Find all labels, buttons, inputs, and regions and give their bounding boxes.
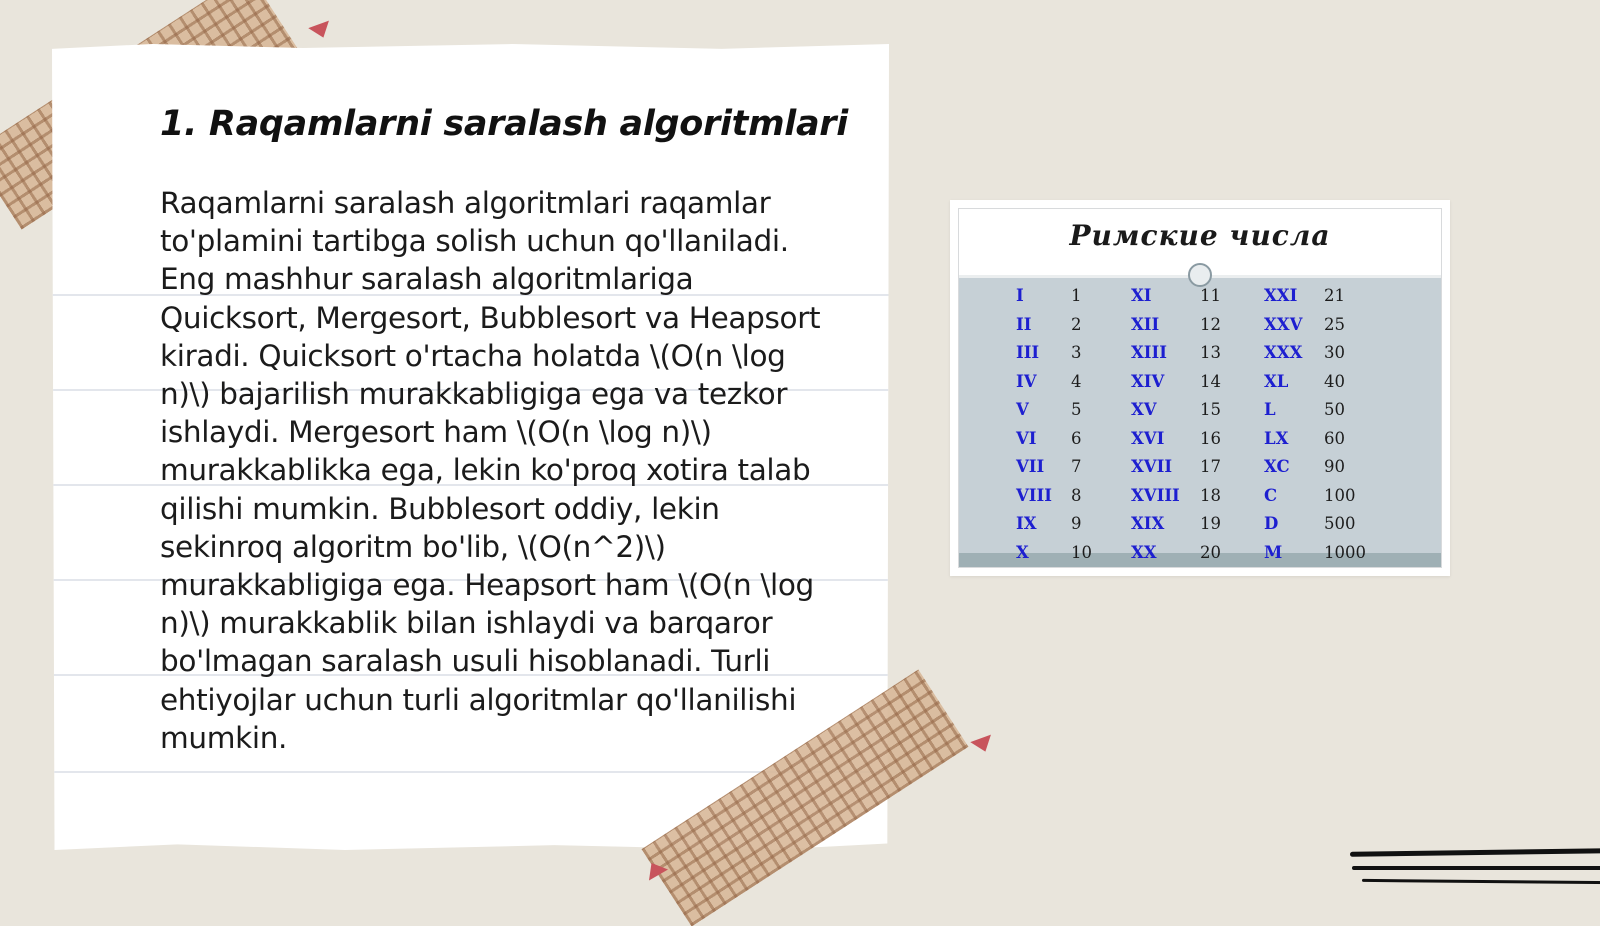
arabic-number-cell: 30 xyxy=(1324,343,1345,362)
roman-numeral-cell: LX xyxy=(1264,428,1289,448)
roman-numeral-cell: XVI xyxy=(1131,428,1165,448)
figure-frame xyxy=(958,208,1442,568)
slide-body-text: Raqamlarni saralash algoritmlari raqamlar to'plamini tartibga solish uchun qo'llaniladi. Eng mashhur saralash algoritmlariga Quicksort, Mergesort, Bubblesort va Heapsort kiradi. Quicksort o'rtacha holatda \(O(n \log n)\) bajarilish murakkabligiga ega va tezkor ishlaydi. Mergesort ham \(O(n \log n)\) murakkablikka ega, lekin ko'proq xotira talab qilishi mumkin. Bubblesort oddiy, lekin sekinroq algoritm bo'lib, \(O(n^2)\) murakkabligiga ega. Heapsort ham \(O(n \log n)\) murakkablik bilan ishlaydi va barqaror bo'lmagan saralash usuli hisoblanadi. Turli ehtiyojlar uchun turli algoritmlar qo'llanilishi mumkin. xyxy=(160,186,821,755)
roman-numeral-cell: M xyxy=(1264,542,1283,562)
roman-numeral-cell: XIII xyxy=(1131,343,1167,362)
roman-numeral-cell: XIX xyxy=(1131,514,1165,533)
slide-title: 1. Raqamlarni saralash algoritmlari xyxy=(160,104,848,144)
arabic-number-cell: 1000 xyxy=(1324,542,1366,562)
roman-numeral-cell: XXV xyxy=(1264,314,1303,334)
roman-numeral-cell: IX xyxy=(1016,514,1037,533)
arabic-number-cell: 8 xyxy=(1071,485,1082,505)
arabic-number-cell: 10 xyxy=(1071,542,1092,562)
arabic-number-cell: 15 xyxy=(1200,400,1221,419)
roman-numeral-cell: XII xyxy=(1131,314,1160,334)
roman-numeral-cell: X xyxy=(1016,542,1029,562)
arabic-number-cell: 19 xyxy=(1200,514,1221,533)
roman-numeral-cell: XIV xyxy=(1131,371,1165,391)
arabic-number-cell: 90 xyxy=(1324,457,1345,476)
arabic-number-cell: 500 xyxy=(1324,514,1356,533)
arabic-number-cell: 14 xyxy=(1200,371,1221,391)
pin-bottom-right xyxy=(970,735,995,756)
roman-numeral-cell: XV xyxy=(1131,400,1157,419)
roman-numeral-cell: XXX xyxy=(1264,343,1303,362)
roman-numeral-cell: V xyxy=(1016,400,1029,419)
roman-numeral-cell: VIII xyxy=(1016,485,1052,505)
arabic-number-cell: 5 xyxy=(1071,400,1082,419)
arabic-number-cell: 25 xyxy=(1324,314,1345,334)
roman-numerals-figure[interactable] xyxy=(950,200,1450,576)
roman-numeral-cell: XX xyxy=(1131,542,1157,562)
roman-numeral-cell: XI xyxy=(1131,286,1152,305)
arabic-number-cell: 1 xyxy=(1071,286,1082,305)
arabic-number-cell: 6 xyxy=(1071,428,1082,448)
roman-numeral-cell: VII xyxy=(1016,457,1045,476)
arabic-number-cell: 13 xyxy=(1200,343,1221,362)
arabic-number-cell: 12 xyxy=(1200,314,1221,334)
roman-numeral-cell: D xyxy=(1264,514,1279,533)
arabic-number-cell: 40 xyxy=(1324,371,1345,391)
decorative-stroke xyxy=(1350,848,1600,857)
roman-numeral-cell: IV xyxy=(1016,371,1037,391)
figure-title: Римские числа xyxy=(1069,219,1331,252)
arabic-number-cell: 4 xyxy=(1071,371,1082,391)
arabic-number-cell: 60 xyxy=(1324,428,1345,448)
arabic-number-cell: 21 xyxy=(1324,286,1345,305)
roman-numerals-table xyxy=(959,275,1441,567)
roman-numeral-cell: XVIII xyxy=(1131,485,1180,505)
arabic-number-cell: 20 xyxy=(1200,542,1221,562)
roman-numeral-cell: VI xyxy=(1016,428,1037,448)
pin-top-left xyxy=(308,21,333,42)
decorative-stroke xyxy=(1352,866,1600,870)
arabic-number-cell: 9 xyxy=(1071,514,1082,533)
roman-numeral-cell: III xyxy=(1016,343,1040,362)
arabic-number-cell: 50 xyxy=(1324,400,1345,419)
arabic-number-cell: 3 xyxy=(1071,343,1082,362)
arabic-number-cell: 100 xyxy=(1324,485,1356,505)
roman-numeral-cell: C xyxy=(1264,485,1278,505)
roman-numeral-cell: XC xyxy=(1264,457,1290,476)
roman-numeral-cell: L xyxy=(1264,400,1276,419)
arabic-number-cell: 7 xyxy=(1071,457,1082,476)
image-resize-handle[interactable] xyxy=(1188,263,1212,287)
roman-numeral-cell: II xyxy=(1016,314,1032,334)
roman-numeral-cell: XL xyxy=(1264,371,1289,391)
roman-numeral-cell: XVII xyxy=(1131,457,1173,476)
arabic-number-cell: 16 xyxy=(1200,428,1221,448)
arabic-number-cell: 2 xyxy=(1071,314,1082,334)
roman-numeral-cell: I xyxy=(1016,286,1024,305)
roman-numeral-cell: XXI xyxy=(1264,286,1298,305)
decorative-stroke xyxy=(1362,879,1600,884)
arabic-number-cell: 11 xyxy=(1200,286,1221,305)
arabic-number-cell: 18 xyxy=(1200,485,1221,505)
arabic-number-cell: 17 xyxy=(1200,457,1221,476)
